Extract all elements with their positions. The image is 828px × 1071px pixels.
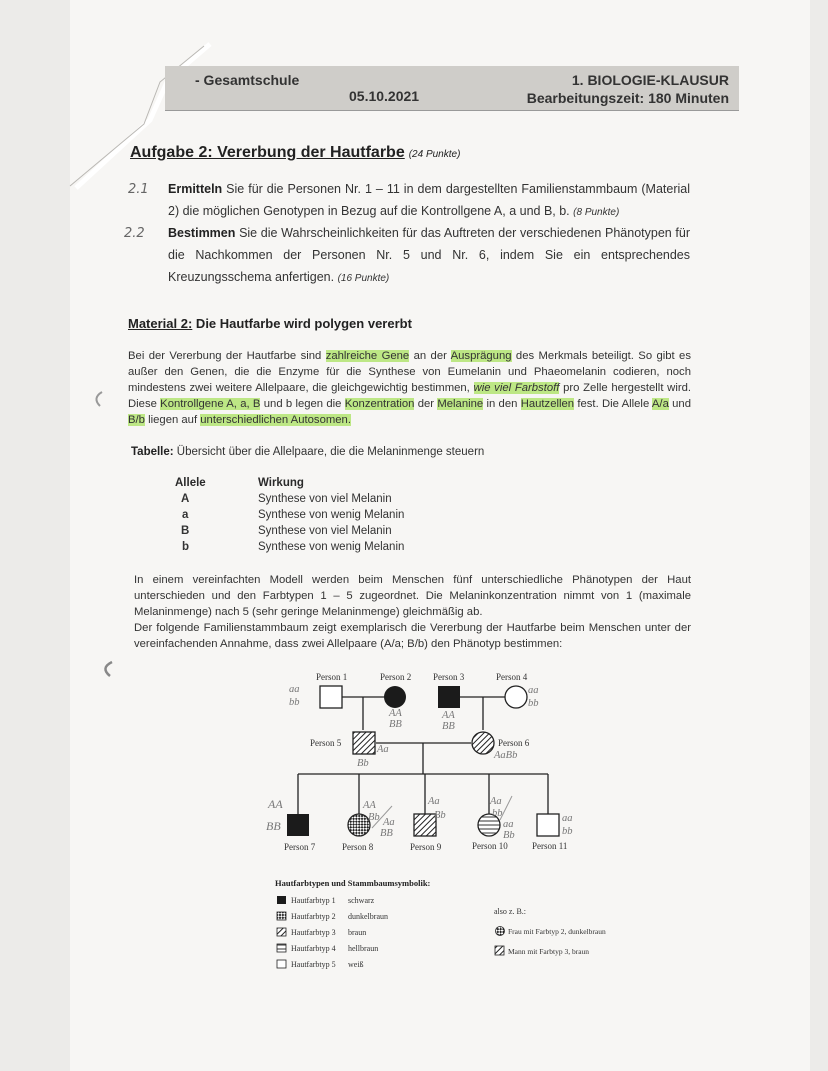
handwritten-genotype: Aa <box>377 744 389 755</box>
material-paragraph-1: Bei der Vererbung der Hautfarbe sind zahlreiche Gene an der Ausprägung des Merkmals beteiligt. So gibt es außer den Genen, die die Enzyme für die Synthese von Eumelanin und Phaeomelanin codieren, noch mindestens zwei weitere Allelpaare, die gleichgewichtig bestimmen, wie viel Farbstoff pro Zelle hergestellt wird. Diese Kontrollgene A, a, B und b legen die Konzentration der Melanine in den Hautzellen fest. Die Allele A/a und B/b liegen auf unterschiedlichen Autosomen. <box>128 350 692 426</box>
subtask-2-1: Ermitteln Sie für die Personen Nr. 1 – 11 in dem dargestellten Familienstammbaum (Material 2) die möglichen Genotypen in Bezug auf die Kontrollgene A, a und B, b. (8 Punkte) <box>168 182 690 218</box>
person-label: Person 1 <box>316 672 348 682</box>
person-3-symbol <box>438 686 460 708</box>
time-limit: Bearbeitungszeit: 180 Minuten <box>526 90 729 106</box>
table-cell-effect: Synthese von viel Melanin <box>258 493 392 505</box>
punch-hole-mark <box>96 392 102 406</box>
legend-desc: braun <box>348 928 367 937</box>
handwritten-genotype: aa <box>289 684 300 695</box>
handwritten-genotype: AA <box>363 800 376 811</box>
legend-swatch-5 <box>277 960 286 968</box>
handwritten-genotype: bb <box>289 697 300 708</box>
person-7-symbol <box>287 814 309 836</box>
table-cell-allele: a <box>182 509 189 521</box>
handwritten-genotype: BB <box>442 721 455 732</box>
handwritten-genotype: BB <box>380 828 393 839</box>
handwritten-genotype: Bb <box>503 830 515 841</box>
handwritten-genotype: AA <box>268 797 283 811</box>
legend-type: Hautfarbtyp 1 <box>291 896 336 905</box>
handwritten-genotype: Bb <box>368 812 380 823</box>
person-label: Person 3 <box>433 672 465 682</box>
punch-hole-mark <box>105 662 112 676</box>
handwritten-genotype: Aa <box>383 817 395 828</box>
person-label: Person 11 <box>532 841 568 851</box>
person-label: Person 4 <box>496 672 528 682</box>
person-4-symbol <box>505 686 527 708</box>
handwritten-genotype: aa <box>562 813 573 824</box>
exam-date: 05.10.2021 <box>349 88 420 104</box>
table-cell-allele: b <box>182 541 190 553</box>
handwritten-genotype: bb <box>492 808 503 819</box>
handwritten-number-1: 2.1 <box>128 182 149 197</box>
handwritten-genotype: AaBb <box>494 750 518 761</box>
handwritten-genotype: bb <box>528 698 539 709</box>
table-caption: Tabelle: Übersicht über die Allelpaare, die die Melaninmenge steuern <box>131 446 485 458</box>
legend-type: Hautfarbtyp 2 <box>291 912 336 921</box>
handwritten-genotype: BB <box>266 819 281 833</box>
person-5-symbol <box>353 732 375 754</box>
legend-desc: dunkelbraun <box>348 912 388 921</box>
legend-title: Hautfarbtypen und Stammbaumsymbolik: <box>275 878 431 888</box>
person-label: Person 2 <box>380 672 412 682</box>
table-cell-effect: Synthese von wenig Melanin <box>258 509 405 521</box>
legend-desc: schwarz <box>348 896 375 905</box>
legend-example-2-symbol <box>495 946 504 955</box>
handwritten-genotype: Aa <box>428 796 440 807</box>
handwritten-genotype: bb <box>562 826 573 837</box>
person-9-symbol <box>414 814 436 836</box>
legend-desc: hellbraun <box>348 944 379 953</box>
legend-example-1: Frau mit Farbtyp 2, dunkelbraun <box>508 927 606 936</box>
handwritten-genotype: BB <box>389 719 402 730</box>
legend-example-1-symbol <box>496 927 505 936</box>
table-cell-effect: Synthese von wenig Melanin <box>258 541 405 553</box>
handwritten-number-2: 2.2 <box>124 226 145 241</box>
person-label: Person 7 <box>284 842 316 852</box>
school-name: - Gesamtschule <box>195 72 300 88</box>
table-header-allele: Allele <box>175 477 206 489</box>
handwritten-genotype: aa <box>503 819 514 830</box>
legend-type: Hautfarbtyp 5 <box>291 960 336 969</box>
person-6-symbol <box>472 732 494 754</box>
legend-type: Hautfarbtyp 4 <box>291 944 336 953</box>
person-1-symbol <box>320 686 342 708</box>
subtask-2-2: Bestimmen Sie die Wahrscheinlichkeiten für das Auftreten der verschiedenen Phänotypen für die Nachkommen der Personen Nr. 5 und Nr. 6, indem Sie ein entsprechendes Kreuzungsschema anfertigen. (16 Punkte) <box>168 226 690 284</box>
person-label: Person 9 <box>410 842 442 852</box>
person-8-symbol <box>348 814 370 836</box>
person-label: Person 5 <box>310 738 342 748</box>
legend-example-2: Mann mit Farbtyp 3, braun <box>508 947 590 956</box>
material-paragraph-2: In einem vereinfachten Modell werden beim Menschen fünf unterschiedliche Phänotypen der Haut unterschieden und den Farbtypen 1 – 5 zugeordnet. Die Melaninkonzentration nimmt von 1 (maximale Melaninmenge) nach 5 (sehr geringe Melaninmenge) gleichmäßig ab. <box>134 574 691 618</box>
person-label: Person 8 <box>342 842 374 852</box>
handwritten-genotype: AA <box>389 708 402 719</box>
table-header-wirkung: Wirkung <box>258 477 304 489</box>
exam-title: 1. BIOLOGIE-KLAUSUR <box>571 72 729 88</box>
handwritten-genotype: AA <box>442 710 455 721</box>
handwritten-genotype: Bb <box>357 758 369 769</box>
task-points: (24 Punkte) <box>408 149 461 160</box>
task-title: Aufgabe 2: Vererbung der Hautfarbe (24 Punkte) <box>130 144 461 161</box>
person-label: Person 10 <box>472 841 508 851</box>
legend-example-title: also z. B.: <box>494 907 526 916</box>
person-2-symbol <box>384 686 406 708</box>
legend-swatch-1 <box>277 896 286 904</box>
handwritten-genotype: aa <box>528 685 539 696</box>
table-cell-allele: B <box>181 525 190 537</box>
material-paragraph-3: Der folgende Familienstammbaum zeigt exemplarisch die Vererbung der Hautfarbe beim Menschen unter der vereinfachenden Annahme, dass zwei Allelpaare (A/a; B/b) den Phänotyp bestimmen: <box>134 622 691 650</box>
legend-swatch-4 <box>277 944 286 952</box>
table-cell-effect: Synthese von viel Melanin <box>258 525 392 537</box>
handwritten-genotype: Bb <box>434 810 446 821</box>
legend-type: Hautfarbtyp 3 <box>291 928 336 937</box>
person-label: Person 6 <box>498 738 530 748</box>
material-title: Material 2: Die Hautfarbe wird polygen vererbt <box>128 316 412 331</box>
legend-swatch-2 <box>277 912 286 920</box>
person-11-symbol <box>537 814 559 836</box>
handwritten-genotype: Aa <box>490 796 502 807</box>
legend-swatch-3 <box>277 928 286 936</box>
table-cell-allele: A <box>181 493 190 505</box>
legend-desc: weiß <box>348 960 364 969</box>
